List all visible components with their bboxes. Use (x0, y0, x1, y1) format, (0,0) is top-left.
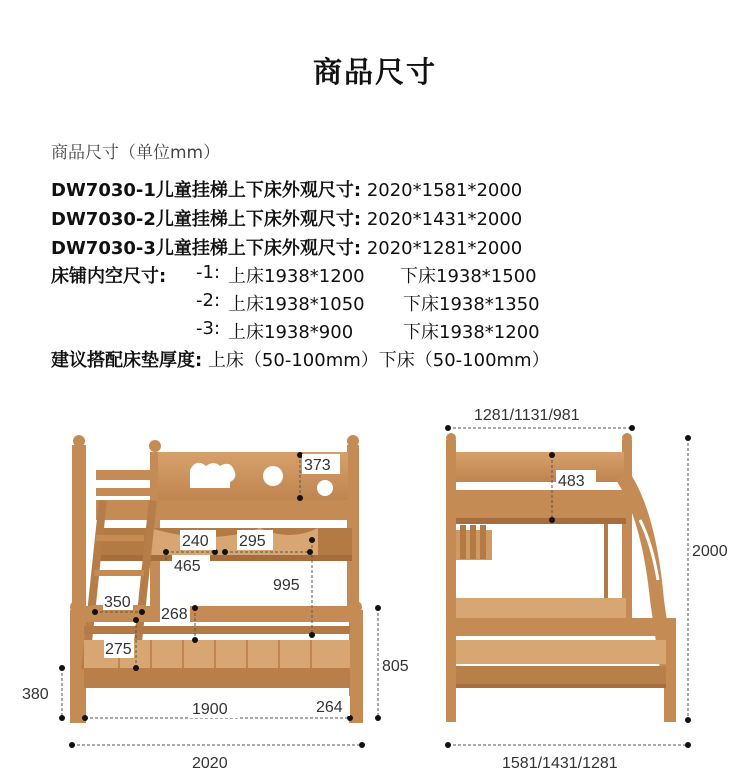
spec-label: DW7030-1儿童挂梯上下床外观尺寸: (51, 180, 362, 201)
inner-model-3: -3: (196, 318, 221, 339)
spec-label: DW7030-2儿童挂梯上下床外观尺寸: (51, 209, 362, 230)
dim-2020: 2020 (192, 755, 228, 772)
inner-model-1: -1: (196, 262, 221, 283)
dim-264: 264 (316, 699, 343, 716)
dim-350: 350 (104, 594, 131, 611)
page-title: 商品尺寸 (312, 55, 437, 89)
spec-value: 2020*1281*2000 (366, 238, 523, 259)
inner-label: 床铺内空尺寸: (51, 266, 167, 287)
inner-upper-3: 上床1938*900 (228, 322, 354, 343)
inner-lower-2: 下床1938*1350 (403, 294, 540, 315)
inner-lower-1: 下床1938*1500 (400, 266, 537, 287)
dim-373: 373 (304, 457, 331, 474)
inner-upper-1: 上床1938*1200 (228, 266, 365, 287)
dim-240: 240 (182, 533, 209, 550)
dim-380: 380 (22, 686, 49, 703)
inner-lower-3: 下床1938*1200 (403, 322, 540, 343)
dim-295: 295 (239, 533, 266, 550)
dim-268: 268 (161, 606, 188, 623)
dim-805: 805 (382, 658, 409, 675)
dim-483: 483 (558, 473, 585, 490)
dim-275: 275 (105, 641, 132, 658)
dim-2000: 2000 (692, 543, 728, 560)
spec-label: DW7030-3儿童挂梯上下床外观尺寸: (51, 238, 362, 259)
inner-model-2: -2: (196, 290, 221, 311)
inner-upper-2: 上床1938*1050 (228, 294, 365, 315)
spec-value: 2020*1581*2000 (366, 180, 523, 201)
dim-995: 995 (273, 577, 300, 594)
mattress-value: 上床（50-100mm）下床（50-100mm） (207, 350, 550, 371)
dim-side-bottom: 1581/1431/1281 (502, 755, 618, 772)
mattress-label: 建议搭配床垫厚度: (51, 350, 203, 371)
dim-1900: 1900 (192, 701, 228, 718)
dim-465: 465 (174, 558, 201, 575)
spec-value: 2020*1431*2000 (366, 209, 523, 230)
page-subtitle: 商品尺寸（单位mm） (51, 143, 221, 163)
dim-side-top: 1281/1131/981 (474, 407, 580, 424)
